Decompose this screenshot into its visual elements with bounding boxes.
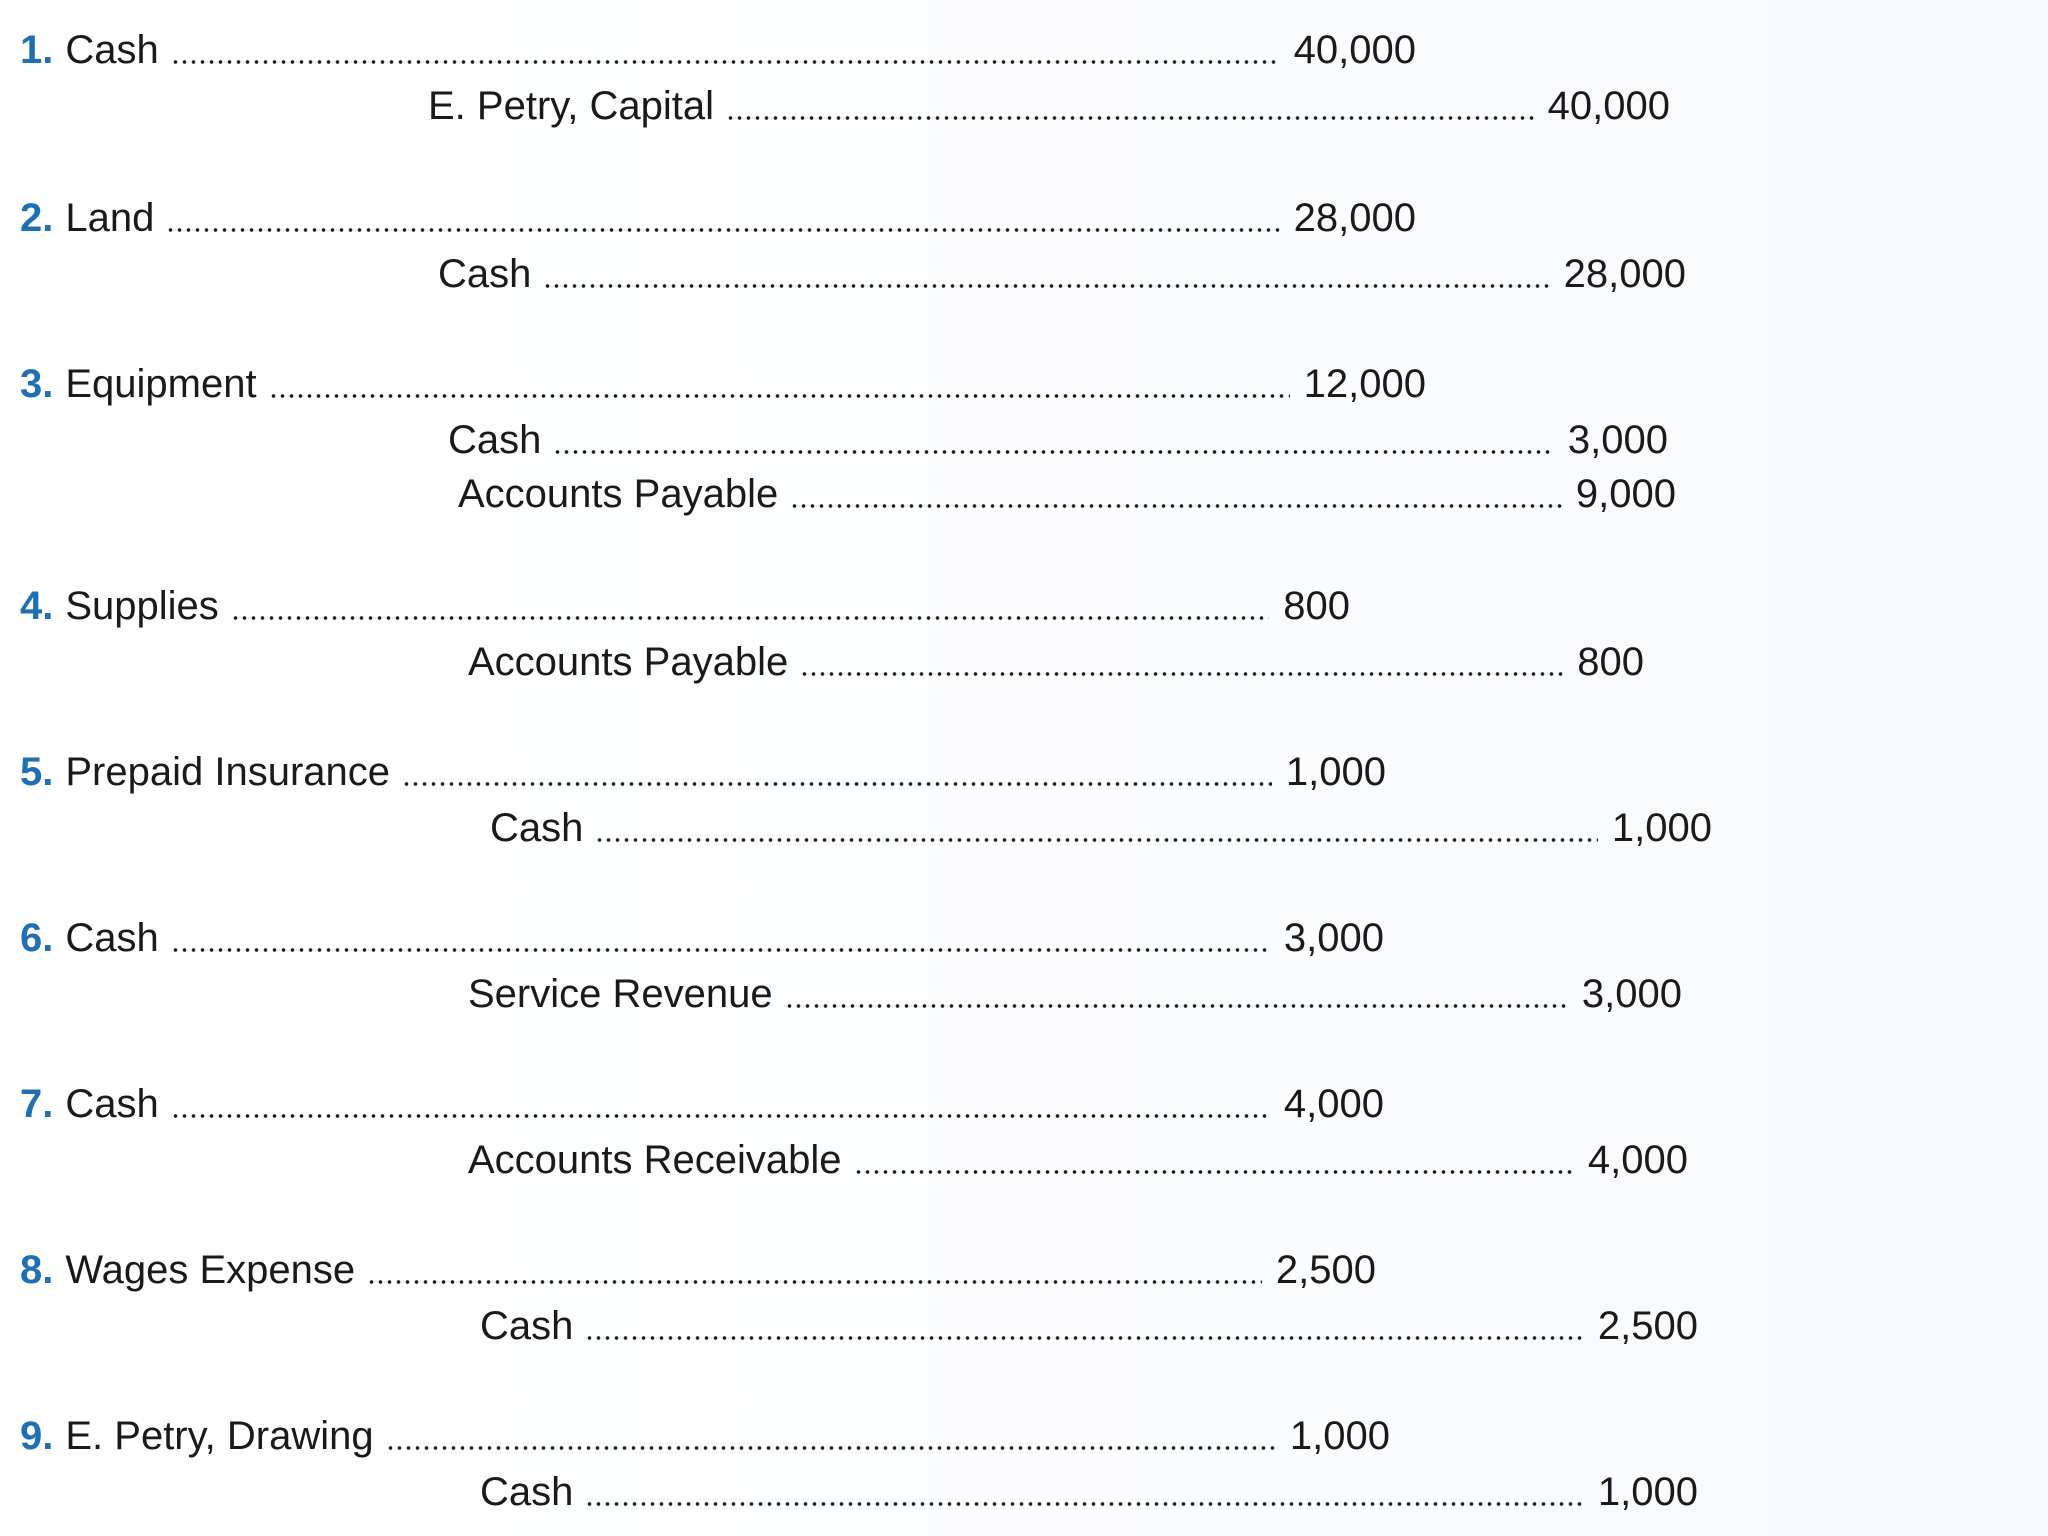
credit-account: E. Petry, Capital xyxy=(428,84,715,128)
debit-account: Equipment xyxy=(65,362,257,406)
entry-number: 9. xyxy=(20,1414,54,1458)
debit-account: Cash xyxy=(65,1082,159,1126)
dot-leader xyxy=(171,22,1280,78)
credit-account: Cash xyxy=(490,806,584,850)
credit-account: Service Revenue xyxy=(468,972,773,1016)
dot-leader xyxy=(785,966,1568,1022)
entry-number: 1. xyxy=(20,28,54,72)
debit-account: Wages Expense xyxy=(65,1248,356,1292)
dot-leader xyxy=(585,1298,1584,1354)
dot-leader xyxy=(171,910,1270,966)
credit-line xyxy=(468,1132,1688,1188)
debit-line xyxy=(20,744,1386,800)
debit-amount: 40,000 xyxy=(1293,28,1416,72)
credit-amount: 3,000 xyxy=(1567,418,1668,462)
debit-line xyxy=(20,1242,1376,1298)
debit-amount: 3,000 xyxy=(1283,916,1384,960)
credit-line xyxy=(468,634,1644,690)
credit-line xyxy=(468,966,1682,1022)
debit-line xyxy=(20,22,1416,78)
credit-amount: 800 xyxy=(1577,640,1644,684)
credit-amount: 2,500 xyxy=(1597,1304,1698,1348)
dot-leader xyxy=(854,1132,1574,1188)
dot-leader xyxy=(402,744,1272,800)
entry-number: 6. xyxy=(20,916,54,960)
dot-leader xyxy=(166,190,1279,246)
dot-leader xyxy=(553,412,1554,468)
debit-line xyxy=(20,1408,1390,1464)
credit-account: Accounts Receivable xyxy=(468,1138,842,1182)
debit-account: Supplies xyxy=(65,584,219,628)
credit-amount: 40,000 xyxy=(1547,84,1670,128)
entry-number: 5. xyxy=(20,750,54,794)
credit-line xyxy=(480,1464,1698,1520)
debit-amount: 28,000 xyxy=(1293,196,1416,240)
dot-leader xyxy=(790,466,1562,522)
dot-leader xyxy=(543,246,1549,302)
entry-number: 7. xyxy=(20,1082,54,1126)
debit-line xyxy=(20,190,1416,246)
debit-line xyxy=(20,356,1426,412)
entry-number: 8. xyxy=(20,1248,54,1292)
debit-amount: 2,500 xyxy=(1275,1248,1376,1292)
dot-leader xyxy=(171,1076,1270,1132)
credit-account: Accounts Payable xyxy=(468,640,789,684)
debit-amount: 1,000 xyxy=(1289,1414,1390,1458)
debit-account: E. Petry, Drawing xyxy=(65,1414,374,1458)
credit-amount: 1,000 xyxy=(1597,1470,1698,1514)
credit-line xyxy=(428,78,1670,134)
dot-leader xyxy=(269,356,1290,412)
debit-account: Land xyxy=(65,196,155,240)
dot-leader xyxy=(800,634,1563,690)
credit-line xyxy=(458,466,1676,522)
dot-leader xyxy=(595,800,1598,856)
debit-account: Cash xyxy=(65,916,159,960)
credit-account: Cash xyxy=(480,1304,574,1348)
credit-amount: 4,000 xyxy=(1587,1138,1688,1182)
dot-leader xyxy=(585,1464,1584,1520)
debit-account: Prepaid Insurance xyxy=(65,750,391,794)
credit-line xyxy=(448,412,1668,468)
debit-amount: 12,000 xyxy=(1303,362,1426,406)
credit-account: Cash xyxy=(480,1470,574,1514)
credit-amount: 1,000 xyxy=(1611,806,1712,850)
dot-leader xyxy=(726,78,1534,134)
debit-amount: 800 xyxy=(1283,584,1350,628)
credit-line xyxy=(480,1298,1698,1354)
credit-amount: 3,000 xyxy=(1581,972,1682,1016)
debit-line xyxy=(20,1076,1384,1132)
debit-line xyxy=(20,910,1384,966)
dot-leader xyxy=(231,578,1269,634)
debit-amount: 1,000 xyxy=(1285,750,1386,794)
credit-account: Accounts Payable xyxy=(458,472,779,516)
entry-number: 4. xyxy=(20,584,54,628)
debit-account: Cash xyxy=(65,28,159,72)
entry-number: 3. xyxy=(20,362,54,406)
credit-line xyxy=(438,246,1686,302)
dot-leader xyxy=(367,1242,1262,1298)
debit-line xyxy=(20,578,1350,634)
entry-number: 2. xyxy=(20,196,54,240)
credit-amount: 9,000 xyxy=(1575,472,1676,516)
credit-line xyxy=(490,800,1712,856)
credit-amount: 28,000 xyxy=(1563,252,1686,296)
debit-amount: 4,000 xyxy=(1283,1082,1384,1126)
dot-leader xyxy=(386,1408,1276,1464)
credit-account: Cash xyxy=(438,252,532,296)
credit-account: Cash xyxy=(448,418,542,462)
